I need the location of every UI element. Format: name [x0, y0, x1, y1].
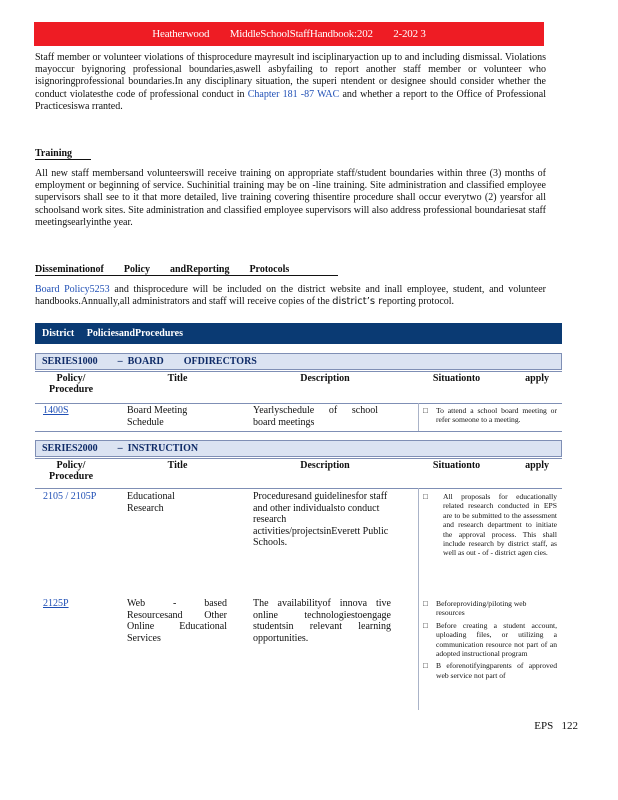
table-header-2000 — [35, 458, 562, 489]
dissemination-heading-rule — [35, 275, 338, 276]
chapter-wac-link[interactable]: Chapter 181 -87 WAC — [247, 88, 340, 100]
intro-text-end: and whether a report to the Office of Professional Practicesiswa rranted. — [35, 88, 546, 112]
training-heading: Training — [35, 148, 73, 159]
col-description: Description — [300, 373, 350, 384]
col-policy: Policy/ Procedure — [48, 460, 94, 482]
col-description: Description — [300, 460, 350, 471]
banner-title: District PoliciesandProcedures — [42, 328, 183, 339]
col-policy: Policy/ Procedure — [48, 373, 94, 395]
row-title: Web - based Resourcesand Other Online Educational Services — [127, 598, 227, 644]
row-situation: □ To attend a school board meeting or refer someone to a meeting. — [423, 406, 557, 425]
series-1000-header: SERIES1000 – BOARD OFDIRECTORS — [35, 353, 562, 370]
row-separator — [35, 488, 562, 489]
board-policy-5253-link[interactable]: Board Policy5253 — [35, 284, 110, 295]
situation-divider — [418, 403, 419, 431]
dissemination-heading: Disseminationof Policy andReporting Protocols — [35, 264, 290, 275]
row-title: Educational Research — [127, 491, 175, 514]
row-description: Yearlyschedule of school board meetings — [253, 405, 378, 428]
row-title: Board Meeting Schedule — [127, 405, 188, 428]
table-header-1000 — [35, 371, 562, 402]
district-emph: district’s r — [332, 296, 383, 308]
policy-link-2105[interactable]: 2105 / 2105P — [43, 491, 97, 502]
checkbox-icon: □ — [423, 661, 428, 671]
situation-divider — [418, 488, 419, 710]
col-title: Title — [167, 373, 188, 384]
checkbox-icon: □ — [423, 620, 428, 630]
row-separator — [35, 403, 562, 404]
training-paragraph: All new staff membersand volunteerswill receive training on appropriate staff/student boundaries within three (3) months of employment or beginning of service. Suchinitial training may be on -line training. Site administration and classified employee supervisors shall see to it that more detailed, live training covering thisentire procedure shall occur everytwo (2) yearsfor all schoolsand work sites. Site administration and classified employee supervisors will also address professional boundariesat staff meetingsearlyinthe year. — [35, 168, 546, 228]
page-number: EPS 122 — [534, 720, 578, 732]
policy-link-1400s[interactable]: 1400S — [43, 405, 69, 416]
col-situation: Situationto apply — [432, 460, 550, 471]
checkbox-icon: □ — [423, 492, 428, 501]
checkbox-icon: □ — [423, 599, 428, 608]
row-situation: □ All proposals for educationally related research conducted in EPS are to be submitted to the assessment and research department to initiate the approval process. This shall include research by district staff, as well as out - of - district agen cies. — [423, 492, 557, 558]
intro-text: Staff member or volunteer violations of thisprocedure mayresult ind isciplinaryaction up to and including dismissal. Violations mayoccur byignoring professional boundaries,aswell asbyfailing to report another staff member or volunteer who isignoringprofessional boundaries.In any disciplinary situation, the superi ntendent or designee should consider whether the conduct violatesthe code of professional conduct in — [35, 52, 546, 100]
row-description: The availabilityof innova tive online technologiestoengage studentsin relevant learning opportunities. — [253, 598, 391, 644]
checkbox-icon: □ — [423, 406, 428, 415]
training-heading-rule — [35, 159, 91, 160]
header-title: Heatherwood MiddleSchoolStaffHandbook:202 2-202 3 — [152, 28, 426, 40]
series-2000-header: SERIES2000 – INSTRUCTION — [35, 440, 562, 457]
row-description: Proceduresand guidelinesfor staff and other individualsto conduct research activities/projectsinEverett Public Schools. — [253, 491, 389, 548]
col-title: Title — [167, 460, 188, 471]
policy-link-2125p[interactable]: 2125P — [43, 598, 69, 609]
dissemination-paragraph: Board Policy5253 and thisprocedure will be included on the district website and inall employee, student, and volunteer handbooks.Annually,all administrators and staff will receive copies of the district’s reporting protocol. — [35, 284, 546, 308]
row-situation: □ Beforeproviding/piloting web resources □ Before creating a student account, uploading files, or utilizing a communication resource not part of an adopted instructional program □ B eforenotifyingparents of approved web service not part of — [423, 599, 557, 680]
handbook-header-bar — [34, 22, 544, 46]
intro-paragraph — [35, 52, 546, 113]
policies-banner — [35, 323, 562, 344]
col-situation: Situationto apply — [432, 373, 550, 384]
row-separator — [35, 431, 562, 432]
